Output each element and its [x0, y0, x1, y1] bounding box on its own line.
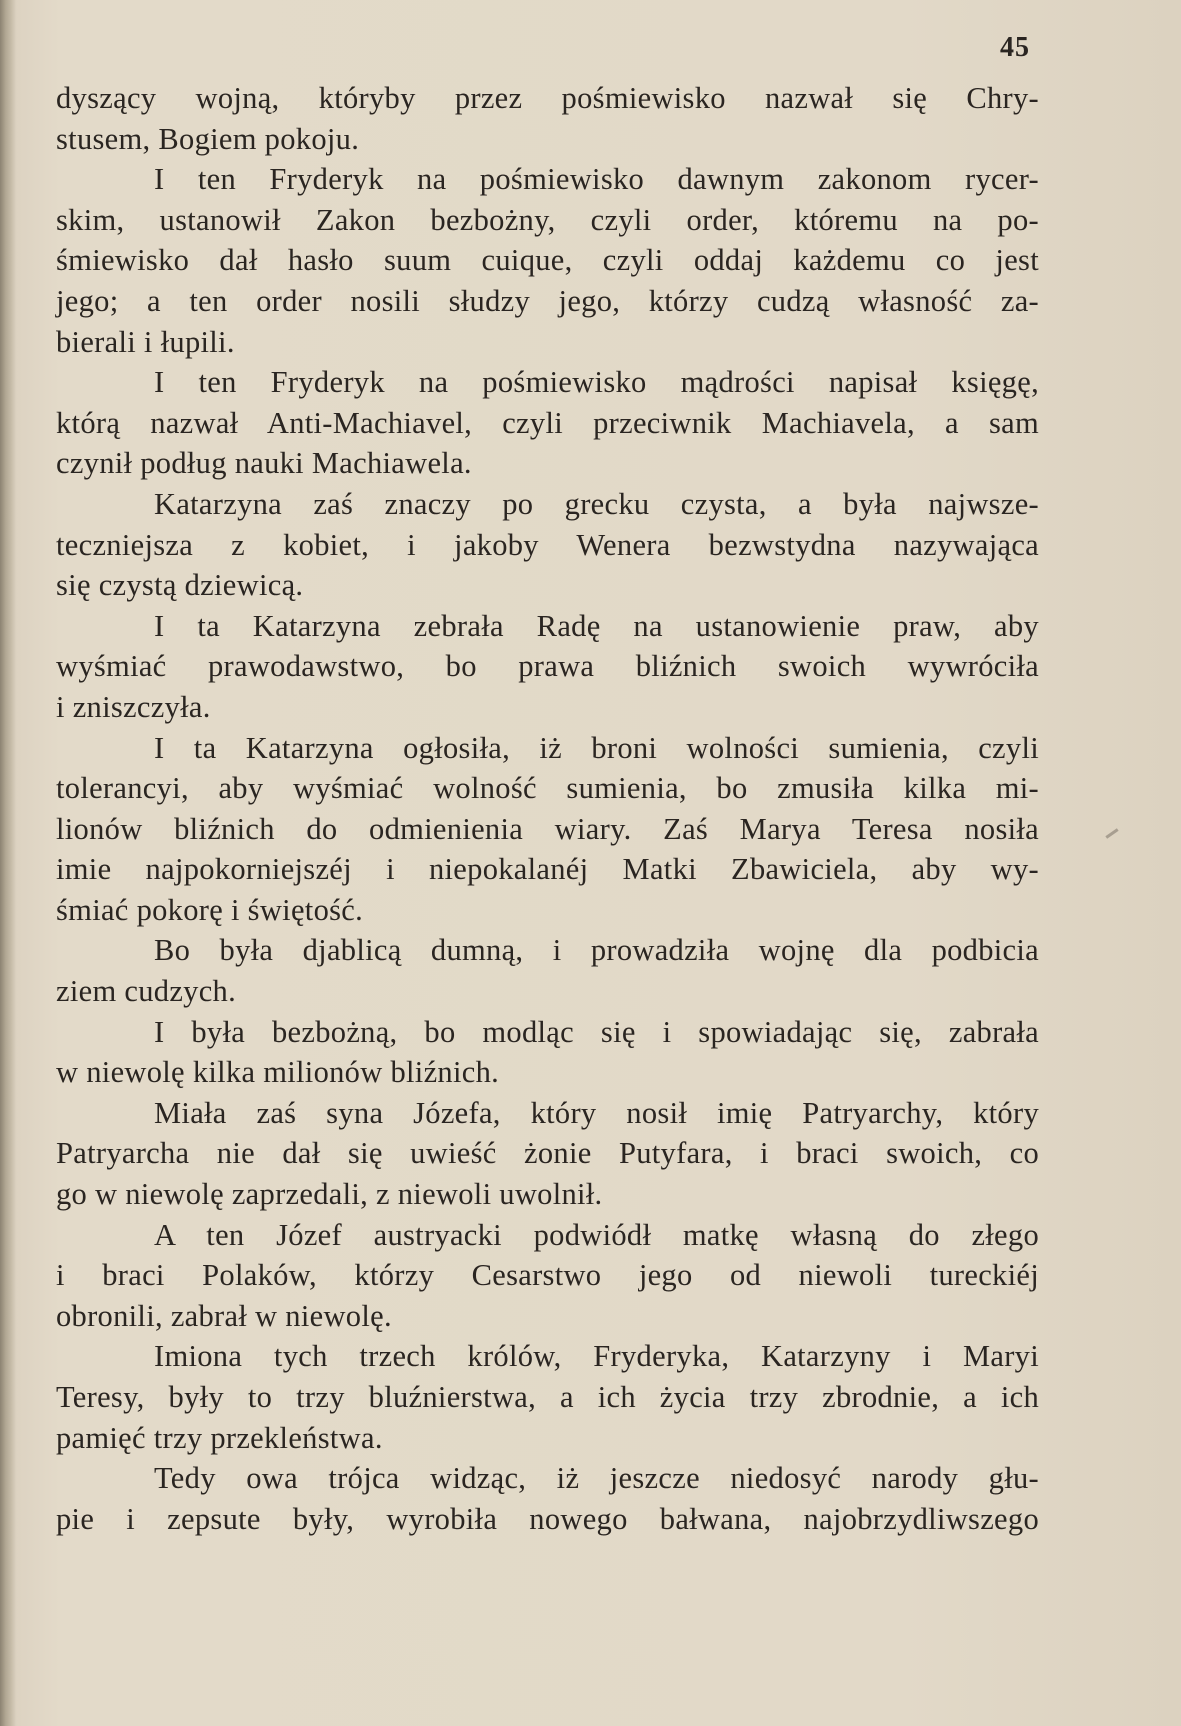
text-line: skim, ustanowił Zakon bezbożny, czyli order, któremu na po- [56, 202, 1039, 237]
text-line: obronili, zabrał w niewolę. [56, 1298, 392, 1333]
page-text [56, 78, 1039, 1539]
text-line: tolerancyi, aby wyśmiać wolność sumienia, bo zmusiła kilka mi- [56, 771, 1039, 806]
text-line: bierali i łupili. [56, 324, 235, 359]
text-line: Teresy, były to trzy bluźnierstwa, a ich życia trzy zbrodnie, a ich [56, 1380, 1039, 1414]
text-line: Imiona tych trzech królów, Fryderyka, Katarzyny i Maryi [154, 1339, 1039, 1374]
text-line: w niewolę kilka milionów bliźnich. [56, 1055, 500, 1090]
binding-shadow [0, 0, 16, 1726]
text-line: I była bezbożną, bo modląc się i spowiadając się, zabrała [154, 1014, 1039, 1049]
text-line: śmiać pokorę i świętość. [56, 892, 364, 927]
text-line: wyśmiać prawodawstwo, bo prawa bliźnich swoich wywróciła [56, 649, 1039, 684]
text-line: ziem cudzych. [56, 974, 237, 1009]
text-line: Miała zaś syna Józefa, który nosił imię Patryarchy, który [154, 1095, 1039, 1130]
text-line: i zniszczyła. [56, 689, 211, 724]
text-line: I ten Fryderyk na pośmiewisko mądrości napisał księgę, [154, 365, 1039, 400]
text-line: I ta Katarzyna ogłosiła, iż broni wolności sumienia, czyli [154, 730, 1039, 765]
text-line: imie najpokorniejszéj i niepokalanéj Matki Zbawiciela, aby wy- [56, 852, 1039, 887]
text-line: pie i zepsute były, wyrobiła nowego bałwana, najobrzydliwszego [56, 1501, 1039, 1536]
text-line: się czystą dziewicą. [56, 568, 304, 603]
text-line: Patryarcha nie dał się uwieść żonie Putyfara, i braci swoich, co [56, 1136, 1039, 1171]
text-line: stusem, Bogiem pokoju. [56, 121, 360, 156]
text-line: którą nazwał Anti-Machiavel, czyli przeciwnik Machiavela, a sam [56, 405, 1039, 440]
text-line: Katarzyna zaś znaczy po grecku czysta, a była najwsze- [154, 486, 1039, 521]
page-number: 45 [1000, 32, 1030, 63]
text-line: i braci Polaków, którzy Cesarstwo jego od niewoli tureckiéj [56, 1258, 1039, 1293]
text-line: śmiewisko dał hasło suum cuique, czyli oddaj każdemu co jest [56, 243, 1039, 278]
text-line: I ten Fryderyk na pośmiewisko dawnym zakonom rycer- [154, 162, 1039, 197]
text-line: dyszący wojną, któryby przez pośmiewisko nazwał się Chry- [56, 81, 1039, 115]
text-line: I ta Katarzyna zebrała Radę na ustanowienie praw, aby [154, 608, 1039, 643]
text-line: czynił podług nauki Machiawela. [56, 446, 472, 481]
text-line: Tedy owa trójca widząc, iż jeszcze niedosyć narody głu- [154, 1461, 1039, 1496]
text-line: Bo była djablicą dumną, i prowadziła wojnę dla podbicia [154, 933, 1039, 968]
text-line: teczniejsza z kobiet, i jakoby Wenera bezwstydna nazywająca [56, 527, 1039, 562]
paper-blemish [1105, 828, 1118, 838]
text-line: jego; a ten order nosili słudzy jego, którzy cudzą własność za- [56, 283, 1039, 318]
text-line: pamięć trzy przekleństwa. [56, 1420, 383, 1455]
text-line: go w niewolę zaprzedali, z niewoli uwolnił. [56, 1177, 603, 1212]
text-line: A ten Józef austryacki podwiódł matkę własną do złego [154, 1217, 1039, 1252]
text-line: lionów bliźnich do odmienienia wiary. Zaś Marya Teresa nosiła [56, 811, 1039, 846]
